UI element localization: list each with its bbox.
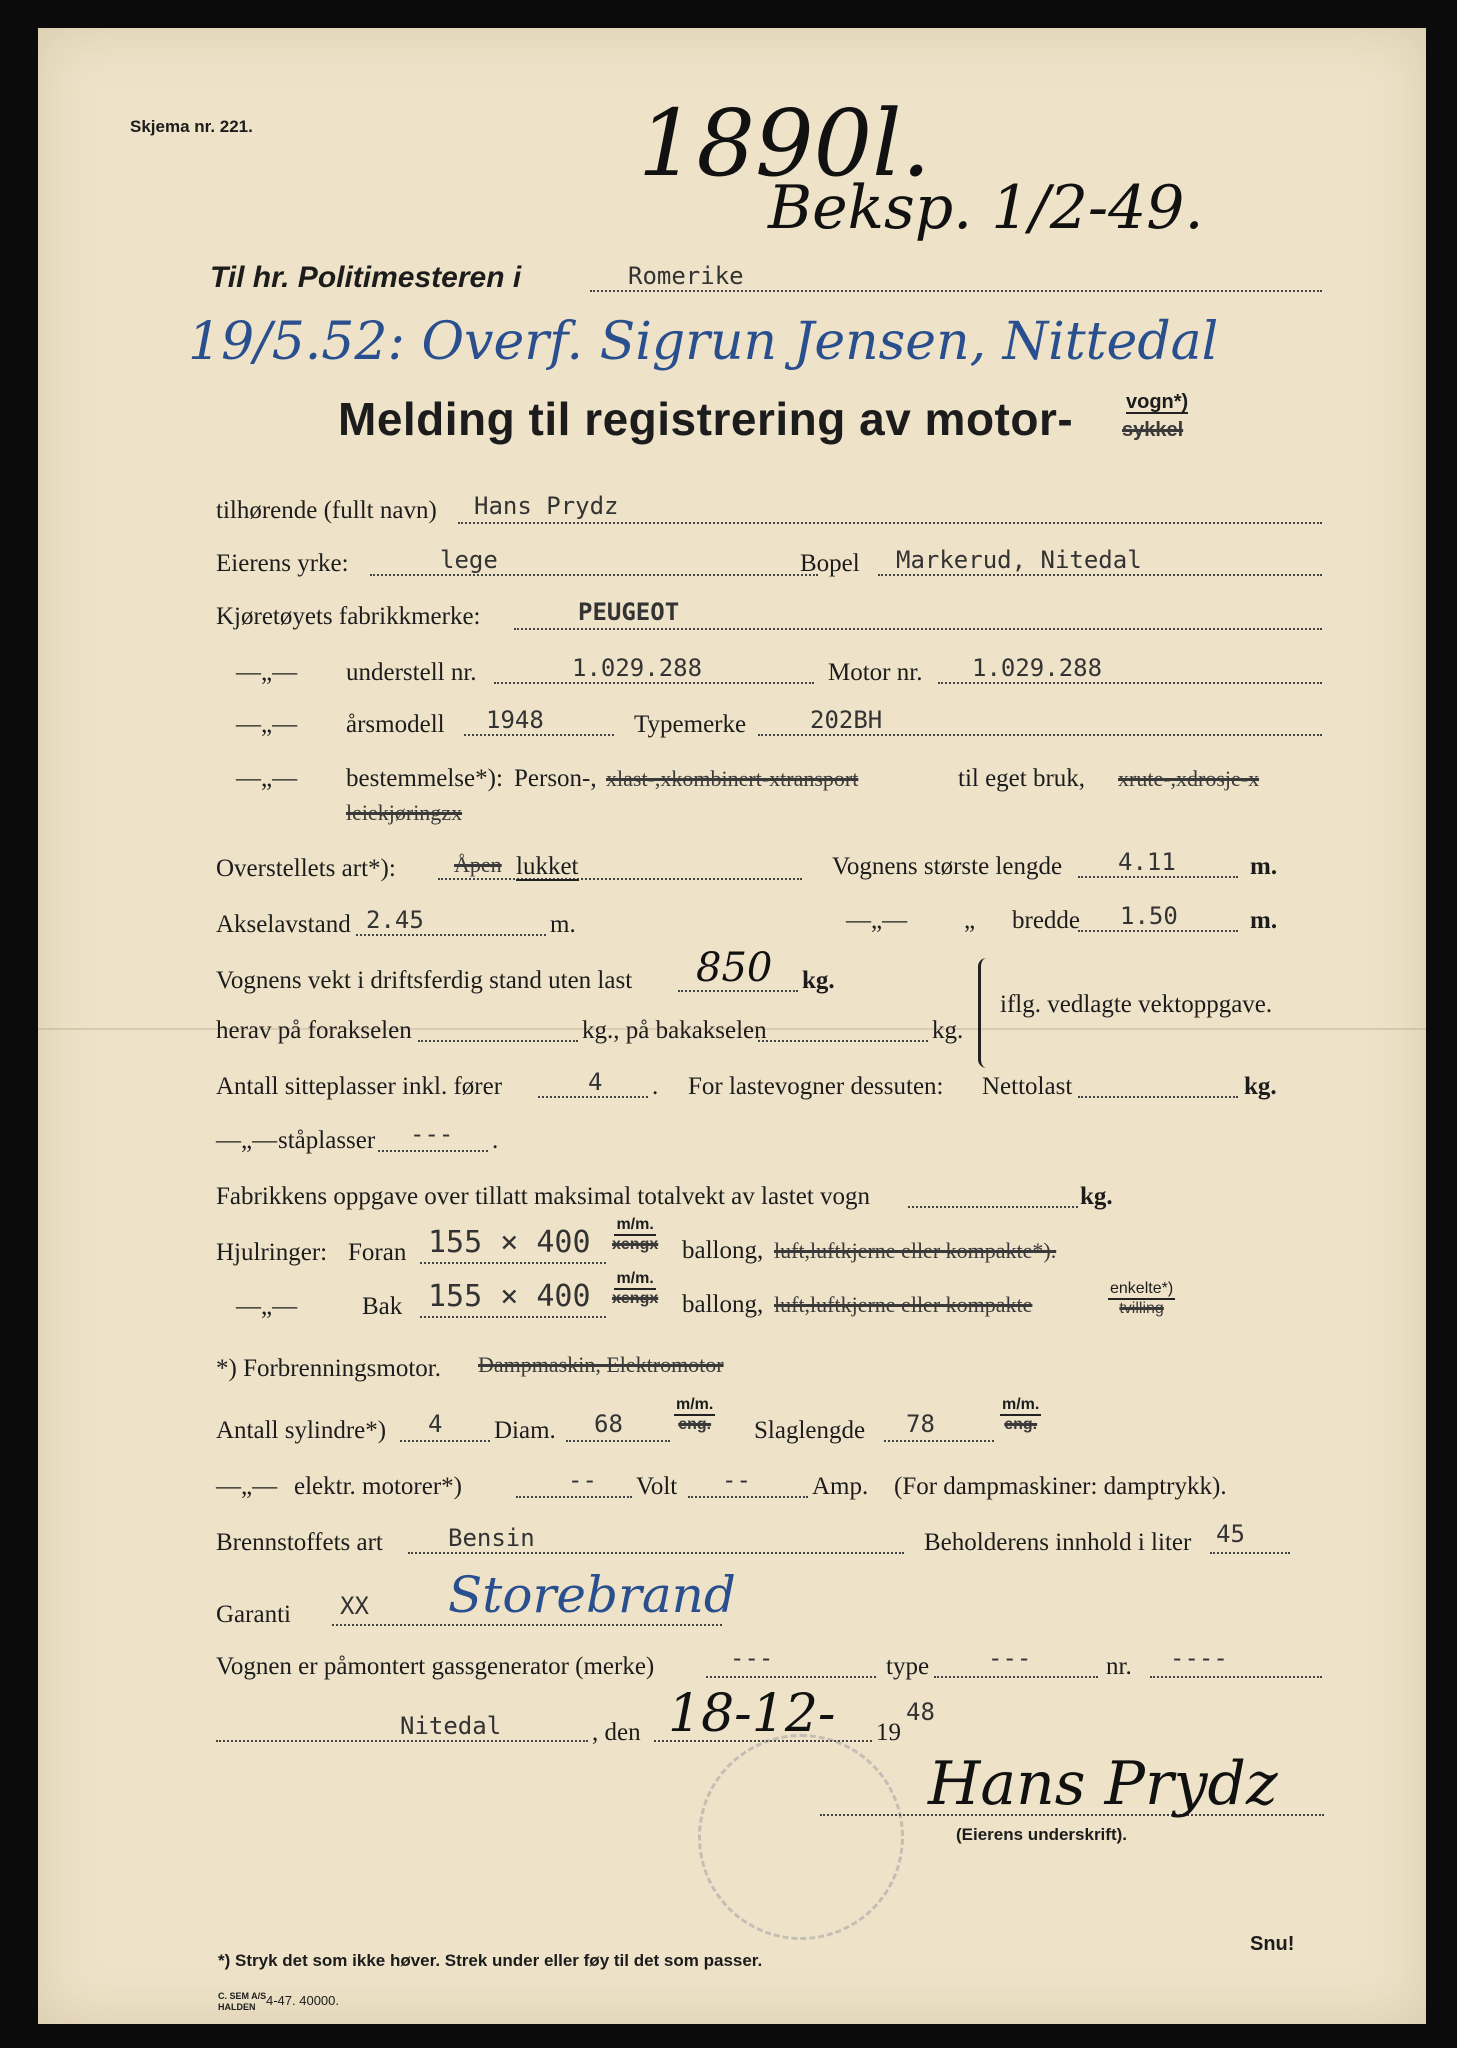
twin-option: tvilling <box>1119 1299 1164 1317</box>
standing-label: ståplasser <box>278 1127 376 1154</box>
gas-line <box>706 1676 876 1678</box>
seats-label: Antall sitteplasser inkl. fører <box>216 1073 503 1100</box>
bore-value: 68 <box>594 1410 623 1438</box>
date-den: , den <box>592 1719 641 1746</box>
year-prefix: 19 <box>876 1719 901 1746</box>
stroke-mm: m/m. <box>1000 1396 1041 1416</box>
engine-type-struck: Dampmaskin, Elektromotor <box>478 1352 724 1377</box>
occupation-line <box>370 574 818 576</box>
gas-type-label: type <box>886 1653 930 1680</box>
volt-label: Volt <box>636 1473 678 1500</box>
truck-label: For lastevogner dessuten: <box>688 1073 944 1100</box>
engine-type-label: *) Forbrenningsmotor. <box>216 1355 441 1382</box>
body-value: lukket <box>516 853 579 880</box>
purpose-ditto: —„— <box>236 765 298 792</box>
weight-unit: kg. <box>802 967 835 994</box>
front-wheel-value: 155 × 400 <box>428 1225 591 1260</box>
standing-line <box>378 1150 488 1152</box>
bore-unit <box>674 1396 715 1433</box>
rear-wheel-ditto: —„— <box>236 1293 298 1320</box>
model-year-line <box>464 734 614 736</box>
addressee-line <box>590 290 1322 292</box>
stroke-unit <box>1000 1396 1041 1433</box>
chassis-line <box>494 682 814 684</box>
body-line <box>438 878 802 880</box>
front-tyre-struck: luft,luftkjerne eller kompakte*). <box>774 1238 1057 1263</box>
motor-label: Motor nr. <box>828 659 923 686</box>
form-number: Skjema nr. 221. <box>130 117 253 136</box>
netload-label: Nettolast <box>982 1073 1073 1100</box>
gas-type-value: --- <box>988 1644 1032 1672</box>
bore-mm: m/m. <box>674 1396 715 1416</box>
single-twin <box>1108 1280 1175 1317</box>
motor-line <box>938 682 1322 684</box>
length-value: 4.11 <box>1118 848 1176 876</box>
tank-value: 45 <box>1216 1520 1245 1548</box>
weight-value: 850 <box>696 945 773 991</box>
gas-value: --- <box>730 1644 774 1672</box>
addressee-value: Romerike <box>628 262 744 290</box>
handwritten-number: 1890l. <box>638 90 931 197</box>
printer-name: C. SEM A/S <box>218 1991 267 2001</box>
bore-eng: eng. <box>678 1415 712 1433</box>
rear-wheel-line <box>420 1316 606 1318</box>
residence-value: Markerud, Nitedal <box>896 546 1142 574</box>
place-line <box>216 1740 588 1742</box>
purpose-struck-cargo: xlast-,xkombinert-xtransport <box>606 766 859 791</box>
volt-value: -- <box>722 1466 751 1494</box>
fuel-line <box>408 1552 904 1554</box>
electric-label: elektr. motorer*) <box>294 1473 462 1500</box>
handwritten-eksp: Beksp. 1/2-49. <box>768 173 1204 243</box>
print-info: 4-47. 40000. <box>266 1993 340 2008</box>
front-wheel-line <box>420 1262 606 1264</box>
model-year-value: 1948 <box>486 706 544 734</box>
width-value: 1.50 <box>1120 902 1178 930</box>
residence-label: Bopel <box>800 550 860 577</box>
front-wheel-eng: xengx <box>612 1235 659 1253</box>
width-unit: m. <box>1250 907 1278 934</box>
width-label: bredde <box>1012 907 1081 934</box>
date-value: 18-12- <box>668 1684 836 1744</box>
year-suffix: 48 <box>906 1698 935 1726</box>
rear-tyre-struck: luft,luftkjerne eller kompakte <box>774 1292 1033 1317</box>
guarantee-label: Garanti <box>216 1601 291 1628</box>
seats-period: . <box>652 1073 659 1100</box>
stroke-label: Slaglengde <box>754 1417 866 1444</box>
fuel-value: Bensin <box>448 1524 535 1552</box>
width-ditto-mark: „ <box>964 907 976 934</box>
wheels-label: Hjulringer: <box>216 1239 328 1266</box>
tank-line <box>1210 1552 1290 1554</box>
fuel-label: Brennstoffets art <box>216 1529 383 1556</box>
chassis-ditto: —„— <box>236 659 298 686</box>
body-label: Overstellets art*): <box>216 855 396 882</box>
chassis-label: understell nr. <box>346 659 477 686</box>
occupation-value: lege <box>440 546 498 574</box>
width-ditto: —„— <box>846 907 908 934</box>
front-axle-label: herav på forakselen <box>216 1017 412 1044</box>
rear-wheel-unit <box>612 1270 658 1307</box>
motor-value: 1.029.288 <box>972 654 1103 682</box>
type-value: 202BH <box>810 706 883 734</box>
netload-line <box>1078 1096 1238 1098</box>
owner-signature: Hans Prydz <box>928 1749 1278 1819</box>
type-line <box>758 734 1322 736</box>
electric-ditto: —„— <box>216 1473 278 1500</box>
electric-value: -- <box>568 1466 597 1494</box>
length-label: Vognens største lengde <box>832 853 1063 880</box>
maxweight-unit: kg. <box>1080 1183 1113 1210</box>
guarantee-line <box>332 1624 722 1626</box>
purpose-person: Person-, <box>514 765 597 792</box>
turn-over: Snu! <box>1250 1933 1295 1955</box>
volt-line <box>688 1496 808 1498</box>
place-value: Nitedal <box>400 1712 502 1740</box>
bore-line <box>566 1440 670 1442</box>
gas-no-line <box>1150 1676 1322 1678</box>
body-struck-open: Åpen <box>454 852 502 877</box>
stroke-line <box>884 1440 994 1442</box>
width-line <box>1078 930 1238 932</box>
residence-line <box>878 574 1322 576</box>
steam-label: (For dampmaskiner: damptrykk). <box>894 1473 1227 1500</box>
cylinders-line <box>400 1440 490 1442</box>
axle-label: Akselavstand <box>216 911 351 938</box>
rear-balloon: ballong, <box>682 1291 764 1318</box>
seats-value: 4 <box>588 1068 603 1096</box>
standing-ditto: —„— <box>216 1127 278 1154</box>
rear-wheel-label: Bak <box>362 1293 403 1320</box>
purpose-label: bestemmelse*): <box>346 765 503 792</box>
maxweight-line <box>908 1206 1078 1208</box>
form-title: Melding til registrering av motor- <box>338 393 1074 445</box>
front-wheel-mm: m/m. <box>614 1216 655 1236</box>
make-value: PEUGEOT <box>578 598 680 626</box>
document-page <box>38 28 1426 2024</box>
single-option: enkelte*) <box>1108 1280 1175 1300</box>
title-option-vogn: vogn*) <box>1126 391 1189 413</box>
front-wheel-unit <box>612 1216 658 1253</box>
addressee-label: Til hr. Politimesteren i <box>210 261 522 294</box>
front-axle-line <box>418 1040 578 1042</box>
gas-label: Vognen er påmontert gassgenerator (merke) <box>216 1653 655 1680</box>
purpose-struck-hire: leiekjøringzx <box>346 800 463 825</box>
seats-line <box>538 1096 648 1098</box>
rear-wheel-eng: xengx <box>612 1289 659 1307</box>
printer-city: HALDEN <box>218 2002 256 2012</box>
gas-type-line <box>934 1676 1098 1678</box>
standing-value: --- <box>410 1120 454 1148</box>
chassis-value: 1.029.288 <box>572 654 703 682</box>
owner-label: tilhørende (fullt navn) <box>216 497 437 524</box>
length-unit: m. <box>1250 853 1278 880</box>
owner-line <box>458 522 1322 524</box>
rear-axle-label: kg., på bakakselen <box>582 1017 767 1044</box>
weight-brace <box>978 958 995 1068</box>
guarantee-typed: XX <box>340 1592 369 1620</box>
occupation-label: Eierens yrke: <box>216 550 349 577</box>
electric-line <box>516 1496 632 1498</box>
rear-axle-line <box>758 1040 928 1042</box>
type-label: Typemerke <box>634 711 747 738</box>
front-wheel-label: Foran <box>348 1239 407 1266</box>
model-year-label: årsmodell <box>346 711 445 738</box>
title-option-sykkel: sykkel <box>1122 419 1184 441</box>
stroke-value: 78 <box>906 1410 935 1438</box>
maxweight-label: Fabrikkens oppgave over tillatt maksimal totalvekt av lastet vogn <box>216 1183 871 1210</box>
front-balloon: ballong, <box>682 1237 764 1264</box>
tank-label: Beholderens innhold i liter <box>924 1529 1192 1556</box>
axle-line <box>356 934 546 936</box>
weight-label: Vognens vekt i driftsferdig stand uten last <box>216 967 633 994</box>
weight-note: iflg. vedlagte vektoppgave. <box>1000 991 1273 1018</box>
footer-note: *) Stryk det som ikke høver. Strek under eller føy til det som passer. <box>218 1951 763 1970</box>
rear-wheel-mm: m/m. <box>614 1270 655 1290</box>
axle-unit: m. <box>550 911 576 938</box>
year-ditto: —„— <box>236 711 298 738</box>
axle-value: 2.45 <box>366 906 424 934</box>
rear-axle-unit: kg. <box>932 1017 964 1044</box>
gas-no-label: nr. <box>1106 1653 1132 1680</box>
standing-period: . <box>492 1127 499 1154</box>
guarantee-handwritten: Storebrand <box>448 1566 736 1624</box>
make-line <box>514 628 1322 630</box>
signature-caption: (Eierens underskrift). <box>956 1825 1127 1844</box>
faded-stamp <box>698 1734 904 1940</box>
netload-unit: kg. <box>1244 1073 1277 1100</box>
bore-label: Diam. <box>494 1417 556 1444</box>
amp-label: Amp. <box>812 1473 869 1500</box>
rear-wheel-value: 155 × 400 <box>428 1279 591 1314</box>
purpose-struck-route: xrute-,xdrosje-x <box>1118 766 1260 791</box>
cylinders-value: 4 <box>428 1410 443 1438</box>
stroke-eng: eng. <box>1004 1415 1038 1433</box>
gas-no-value: ---- <box>1170 1644 1228 1672</box>
owner-value: Hans Prydz <box>474 492 619 520</box>
purpose-own-use: til eget bruk, <box>958 765 1086 792</box>
length-line <box>1078 876 1238 878</box>
cylinders-label: Antall sylindre*) <box>216 1417 387 1444</box>
make-label: Kjøretøyets fabrikkmerke: <box>216 603 481 630</box>
blue-transfer-note: 19/5.52: Overf. Sigrun Jensen, Nittedal <box>188 312 1219 372</box>
